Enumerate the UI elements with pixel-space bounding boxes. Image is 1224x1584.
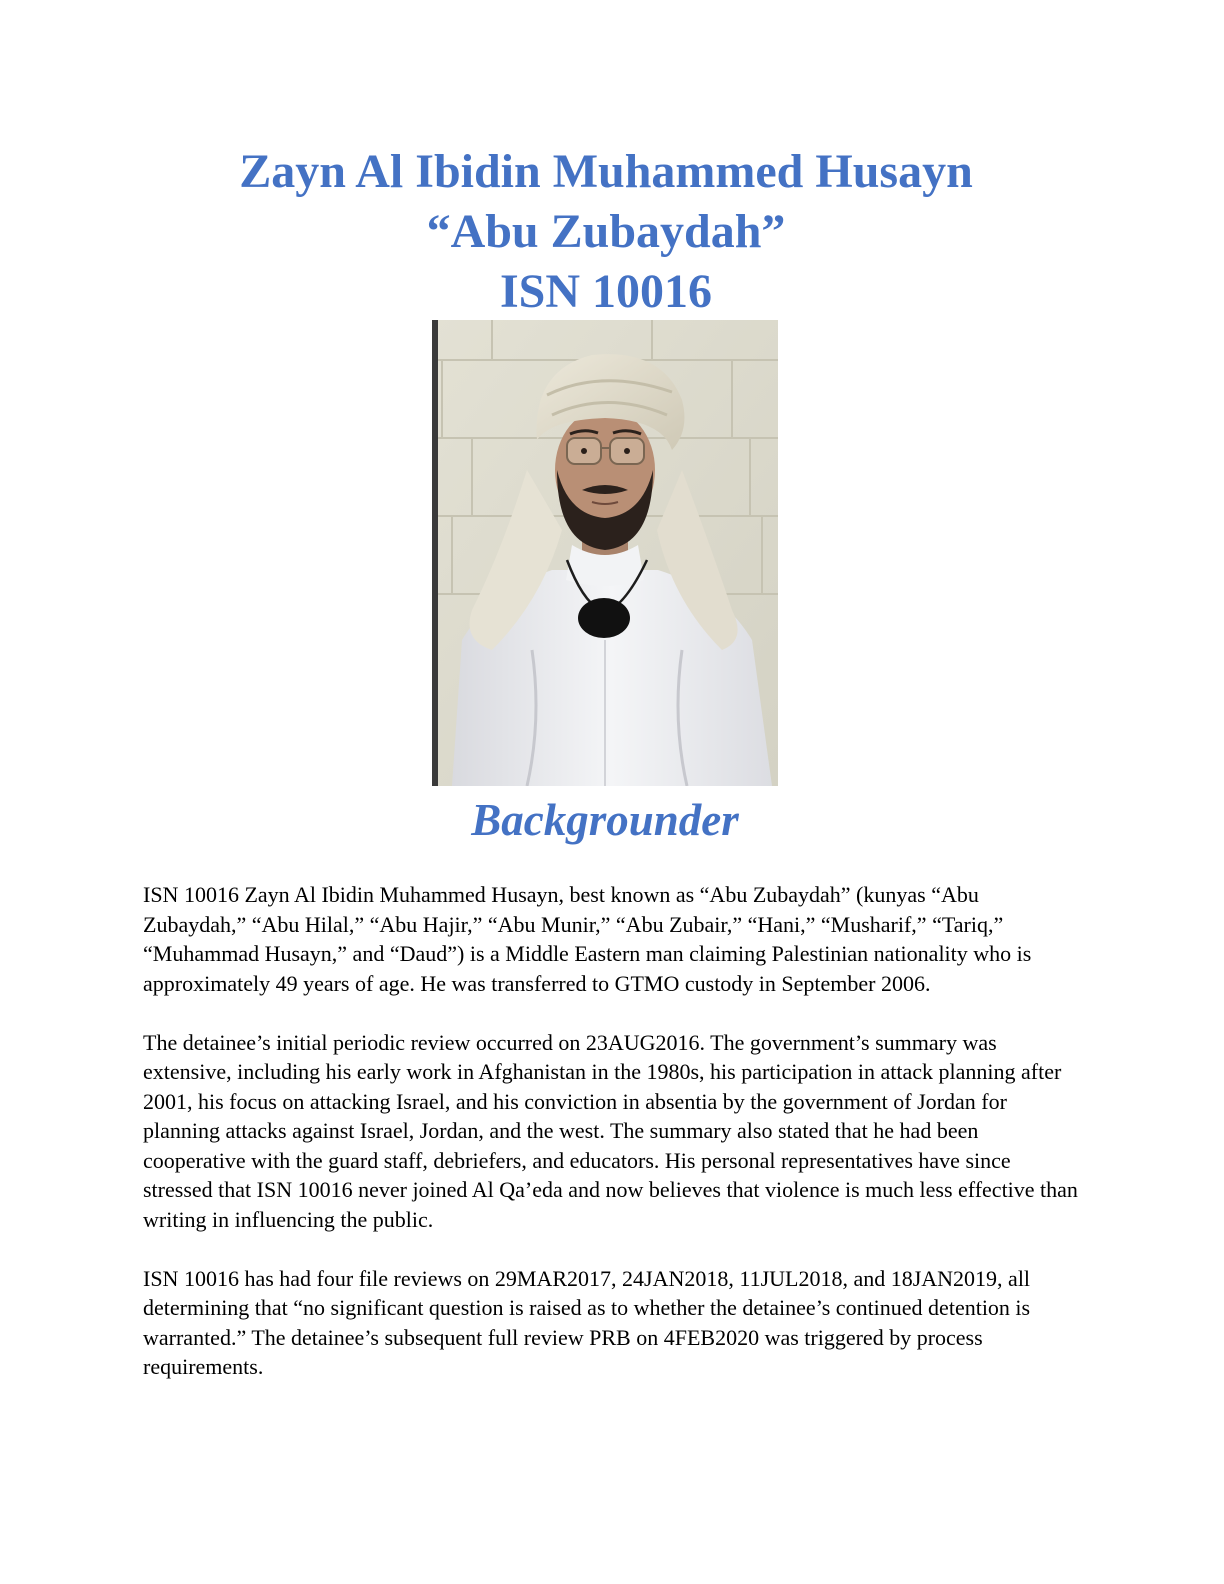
portrait-image [432,320,778,786]
detainee-photo [432,320,778,786]
paragraph: ISN 10016 has had four file reviews on 29MAR2017, 24JAN2018, 11JUL2018, and 18JAN2019, all determining that “no significant question is raised as to whether the detainee’s continued detention is warranted.” The detainee’s subsequent full review PRB on 4FEB2020 was triggered by process requirements. [143,1265,1031,1379]
title-block [0,142,1212,322]
detainee-isn: ISN 10016 [499,265,713,318]
detainee-name: Zayn Al Ibidin Muhammed Husayn [239,145,973,198]
section-heading: Backgrounder [471,795,739,845]
detainee-alias: “Abu Zubaydah” [426,205,786,258]
body-text [143,880,1083,1411]
paragraph: The detainee’s initial periodic review occurred on 23AUG2016. The government’s summary was extensive, including his early work in Afghanistan in the 1980s, his participation in attack planning after 2001, his focus on attacking Israel, and his conviction in absentia by the government of Jordan for planning attacks against Israel, Jordan, and the west. The summary also stated that he had been cooperative with the guard staff, debriefers, and educators. His personal representatives have since stressed that ISN 10016 never joined Al Qa’eda and now believes that violence is much less effective than writing in influencing the public. [143,1029,1078,1232]
paragraph: ISN 10016 Zayn Al Ibidin Muhammed Husayn, best known as “Abu Zubaydah” (kunyas “Abu Zubaydah,” “Abu Hilal,” “Abu Hajir,” “Abu Munir,” “Abu Zubair,” “Hani,” “Musharif,” “Tariq,” “Muhammad Husayn,” and “Daud”) is a Middle Eastern man claiming Palestinian nationality who is approximately 49 years of age. He was transferred to GTMO custody in September 2006. [143,882,1032,996]
